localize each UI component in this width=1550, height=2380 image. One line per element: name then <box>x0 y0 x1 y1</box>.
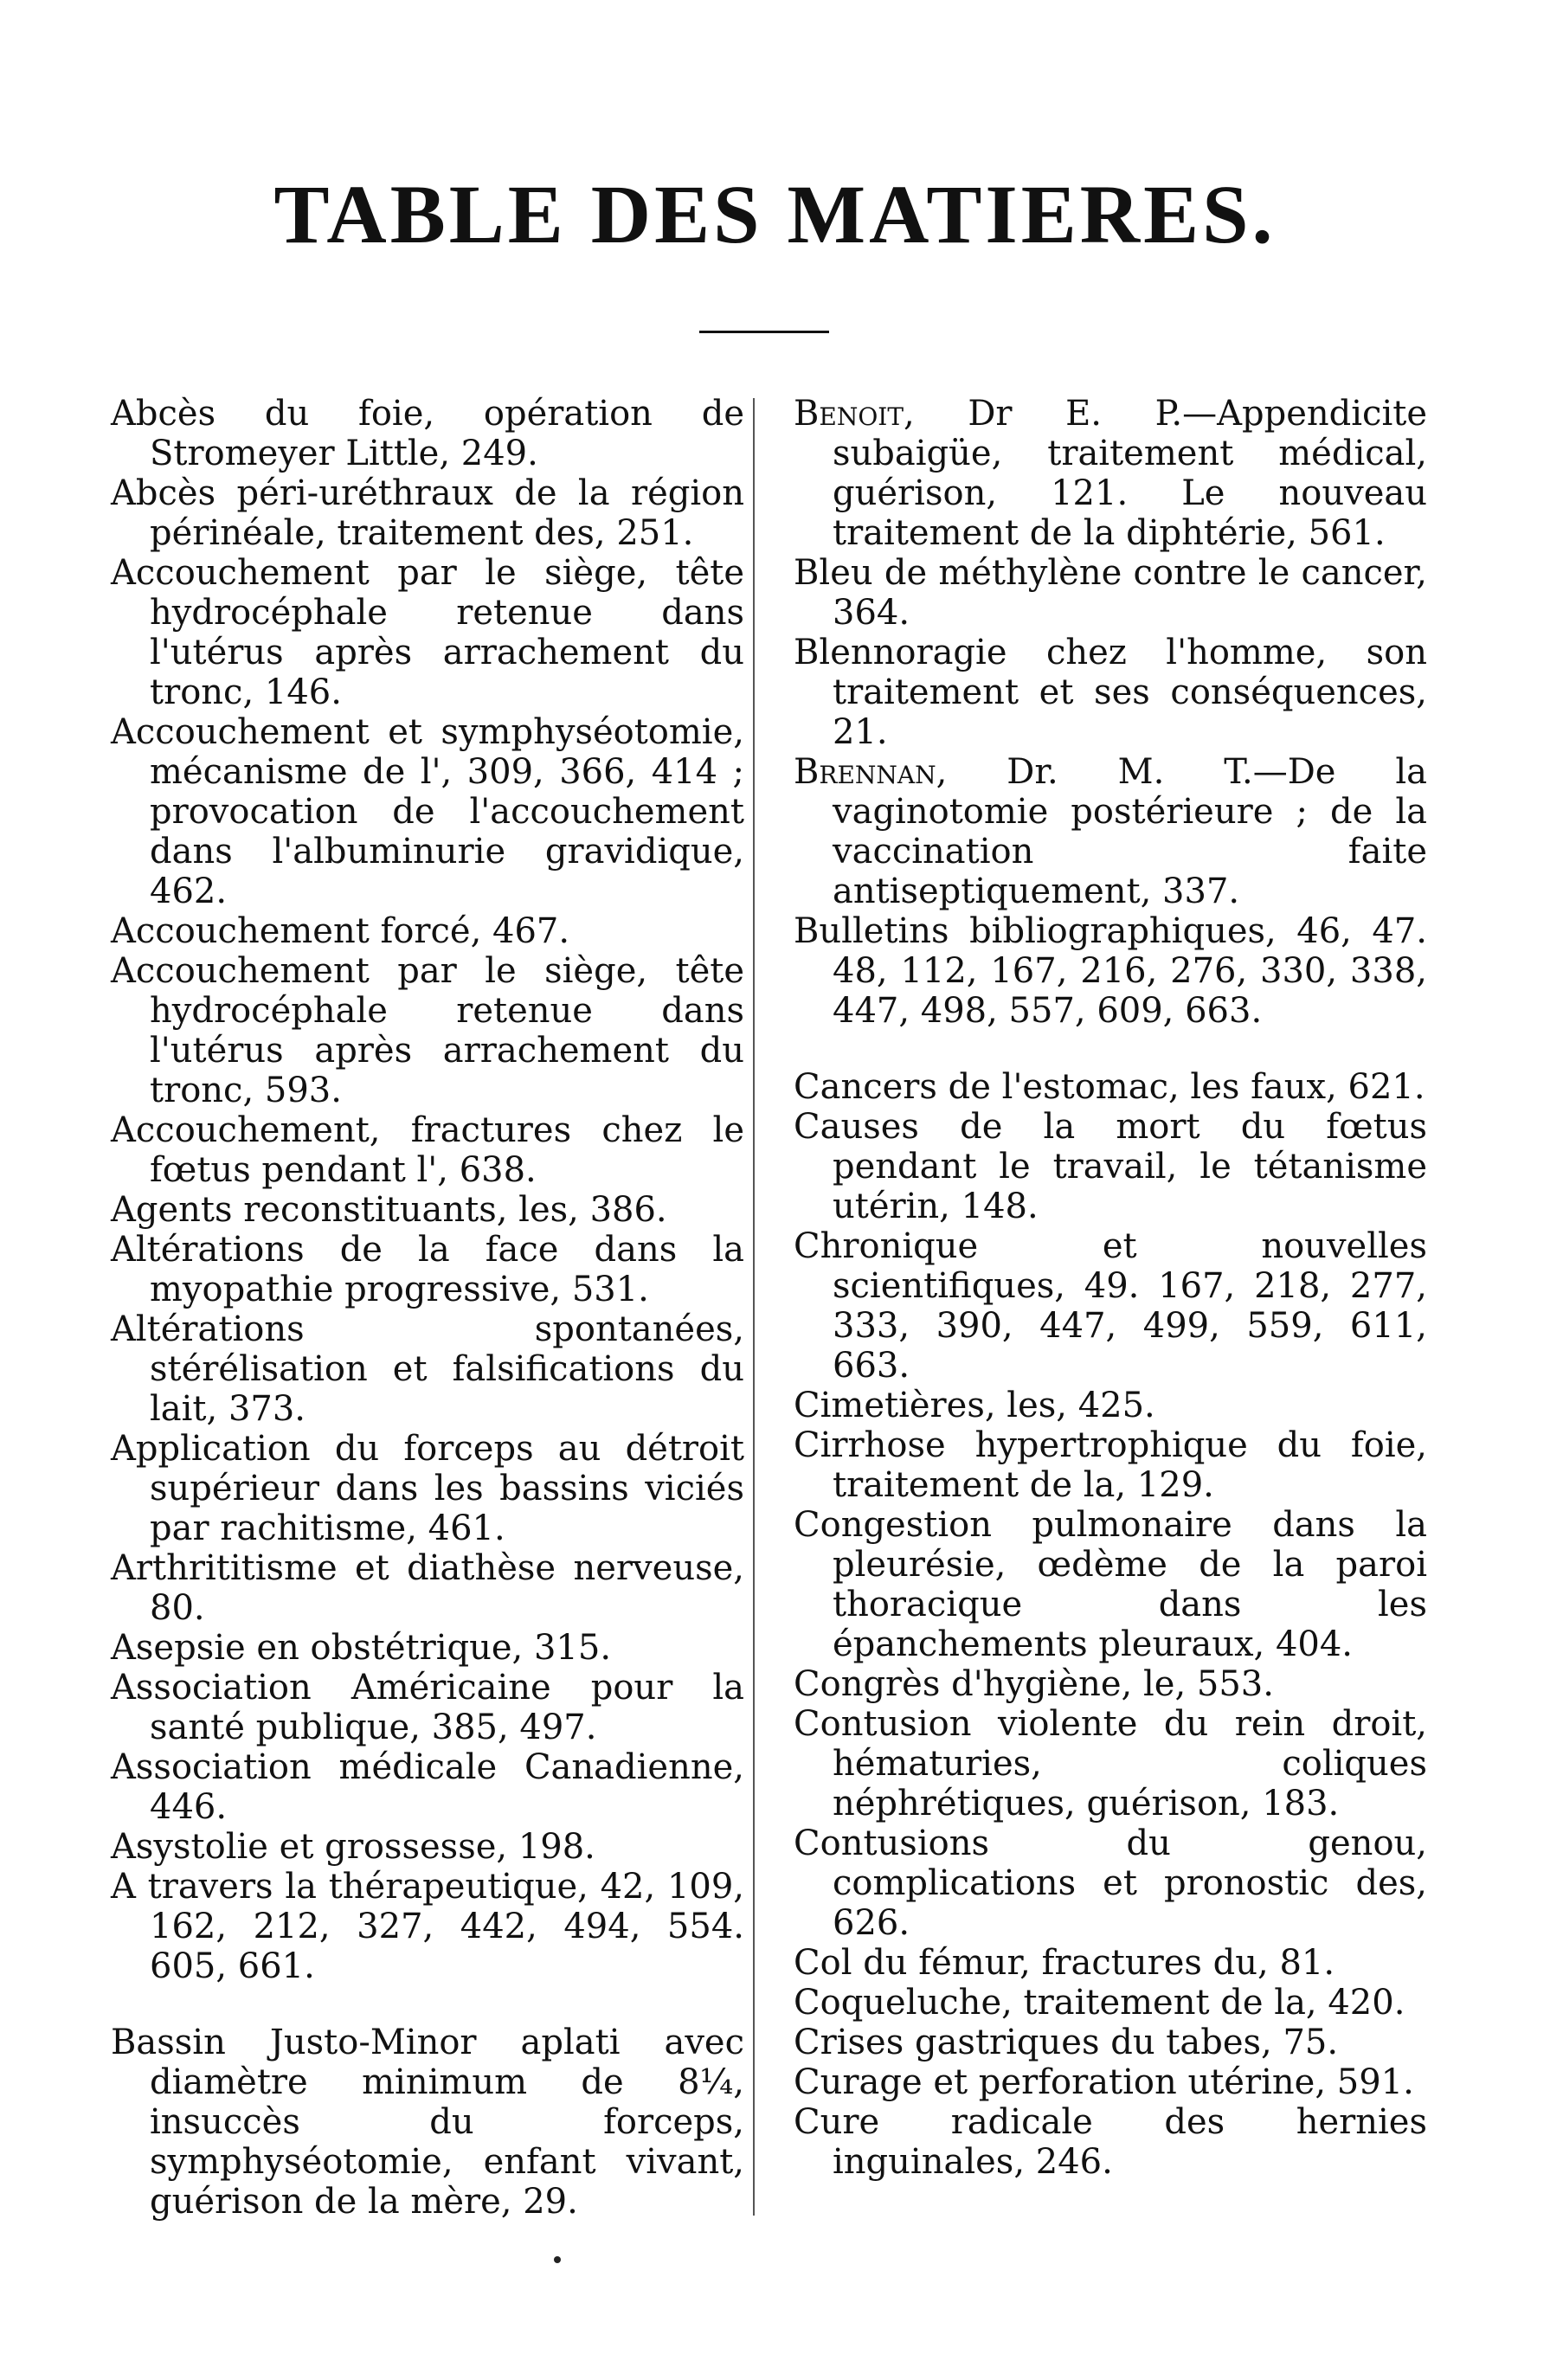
entry-text: Chronique et nouvelles scientifiques, 49. 167, 218, 277, 333, 390, 447, 499, 559, 611, 663. <box>794 1226 1427 1386</box>
entry-text: , Dr. M. T.—De la vaginotomie postérieure ; de la vaccination faite antiseptiquement, 337. <box>833 752 1427 911</box>
entry-text: Curage et perforation utérine, 591. <box>794 2062 1414 2102</box>
entry-text: Accouchement forcé, 467. <box>111 911 570 951</box>
index-entry <box>111 1747 744 1827</box>
index-entry <box>794 911 1427 1031</box>
entry-text: Association Américaine pour la santé publique, 385, 497. <box>111 1668 744 1747</box>
entry-text: Accouchement et symphyséotomie, mécanisme de l', 309, 366, 414 ; provocation de l'accouchement dans l'albuminurie gravidique, 462. <box>111 712 744 911</box>
author-name: Benoit <box>794 394 904 434</box>
letter-group-gap <box>111 1986 744 2023</box>
index-entry <box>794 1425 1427 1505</box>
index-entry <box>111 2023 744 2222</box>
index-entry <box>111 473 744 553</box>
index-entry <box>111 1429 744 1548</box>
right-column <box>794 394 1427 2182</box>
entry-text: Blennoragie chez l'homme, son traitement et ses conséquences, 21. <box>794 633 1427 752</box>
entry-text: Accouchement par le siège, tête hydrocéphale retenue dans l'utérus après arrachement du tronc, 593. <box>111 951 744 1110</box>
entry-text: Accouchement par le siège, tête hydrocéphale retenue dans l'utérus après arrachement du tronc, 146. <box>111 553 744 712</box>
page-title: TABLE DES MATIERES. <box>273 168 1277 261</box>
index-entry <box>111 1628 744 1668</box>
entry-text: Altérations de la face dans la myopathie progressive, 531. <box>111 1230 744 1309</box>
index-entry <box>794 1704 1427 1824</box>
entry-text: Contusions du genou, complications et pronostic des, 626. <box>794 1824 1427 1943</box>
index-entry <box>111 712 744 911</box>
letter-group-gap <box>794 1031 1427 1067</box>
index-entry <box>794 752 1427 911</box>
entry-text: A travers la thérapeutique, 42, 109, 162, 212, 327, 442, 494, 554. 605, 661. <box>111 1867 744 1986</box>
index-entry <box>111 1548 744 1628</box>
entry-text: Contusion violente du rein droit, hématuries, coliques néphrétiques, guérison, 183. <box>794 1704 1427 1824</box>
entry-text: Application du forceps au détroit supérieur dans les bassins viciés par rachitisme, 461. <box>111 1429 744 1548</box>
index-entry <box>111 1668 744 1747</box>
index-entry <box>111 1110 744 1190</box>
index-entry <box>794 2062 1427 2102</box>
entry-text: Association médicale Canadienne, 446. <box>111 1747 744 1827</box>
footer-mark <box>554 2256 561 2263</box>
entry-text: Bulletins bibliographiques, 46, 47. 48, 112, 167, 216, 276, 330, 338, 447, 498, 557, 609, 663. <box>794 911 1427 1031</box>
author-name: Brennan <box>794 752 936 792</box>
index-entry <box>794 553 1427 633</box>
entry-text: Accouchement, fractures chez le fœtus pendant l', 638. <box>111 1110 744 1190</box>
index-entry <box>111 1827 744 1867</box>
index-entry <box>111 1190 744 1230</box>
entry-text: Causes de la mort du fœtus pendant le travail, le tétanisme utérin, 148. <box>794 1107 1427 1226</box>
index-entry <box>794 1107 1427 1226</box>
index-entry <box>794 1824 1427 1943</box>
entry-text: Col du fémur, fractures du, 81. <box>794 1943 1335 1983</box>
index-entry <box>794 2023 1427 2062</box>
left-column <box>111 394 744 2222</box>
column-divider <box>753 398 755 2216</box>
index-entry <box>794 2102 1427 2182</box>
index-entry <box>794 1226 1427 1386</box>
index-entry <box>111 1309 744 1429</box>
index-entry <box>111 951 744 1110</box>
index-entry <box>794 1386 1427 1425</box>
index-entry <box>111 553 744 712</box>
index-entry <box>111 911 744 951</box>
index-entry <box>794 1943 1427 1983</box>
entry-text: Abcès péri-uréthraux de la région périnéale, traitement des, 251. <box>111 473 744 553</box>
entry-text: Asystolie et grossesse, 198. <box>111 1827 595 1867</box>
index-entry <box>111 394 744 473</box>
index-entry <box>794 1505 1427 1664</box>
entry-text: Arthrititisme et diathèse nerveuse, 80. <box>111 1548 744 1628</box>
index-entry <box>794 1664 1427 1704</box>
index-entry <box>794 394 1427 553</box>
entry-text: Bleu de méthylène contre le cancer, 364. <box>794 553 1427 633</box>
entry-text: Coqueluche, traitement de la, 420. <box>794 1983 1405 2023</box>
entry-text: Cure radicale des hernies inguinales, 246. <box>794 2102 1427 2182</box>
entry-text: Congrès d'hygiène, le, 553. <box>794 1664 1274 1704</box>
entry-text: Cimetières, les, 425. <box>794 1386 1155 1425</box>
entry-text: Agents reconstituants, les, 386. <box>111 1190 667 1230</box>
index-entry <box>794 633 1427 752</box>
entry-text: Cancers de l'estomac, les faux, 621. <box>794 1067 1425 1107</box>
index-entry <box>794 1983 1427 2023</box>
title-rule <box>699 331 829 333</box>
entry-text: Bassin Justo-Minor aplati avec diamètre minimum de 8¼, insuccès du forceps, symphyséotomie, enfant vivant, guérison de la mère, 29. <box>111 2023 744 2222</box>
entry-text: Congestion pulmonaire dans la pleurésie, œdème de la paroi thoracique dans les épanchements pleuraux, 404. <box>794 1505 1427 1664</box>
entry-text: Altérations spontanées, stérélisation et falsifications du lait, 373. <box>111 1309 744 1429</box>
entry-text: , Dr E. P.—Appendicite subaigüe, traitement médical, guérison, 121. Le nouveau traitement de la diphtérie, 561. <box>833 394 1427 553</box>
index-entry <box>111 1867 744 1986</box>
index-entry <box>794 1067 1427 1107</box>
entry-text: Abcès du foie, opération de Stromeyer Little, 249. <box>111 394 744 473</box>
entry-text: Cirrhose hypertrophique du foie, traitement de la, 129. <box>794 1425 1427 1505</box>
index-entry <box>111 1230 744 1309</box>
entry-text: Crises gastriques du tabes, 75. <box>794 2023 1339 2062</box>
entry-text: Asepsie en obstétrique, 315. <box>111 1628 612 1668</box>
